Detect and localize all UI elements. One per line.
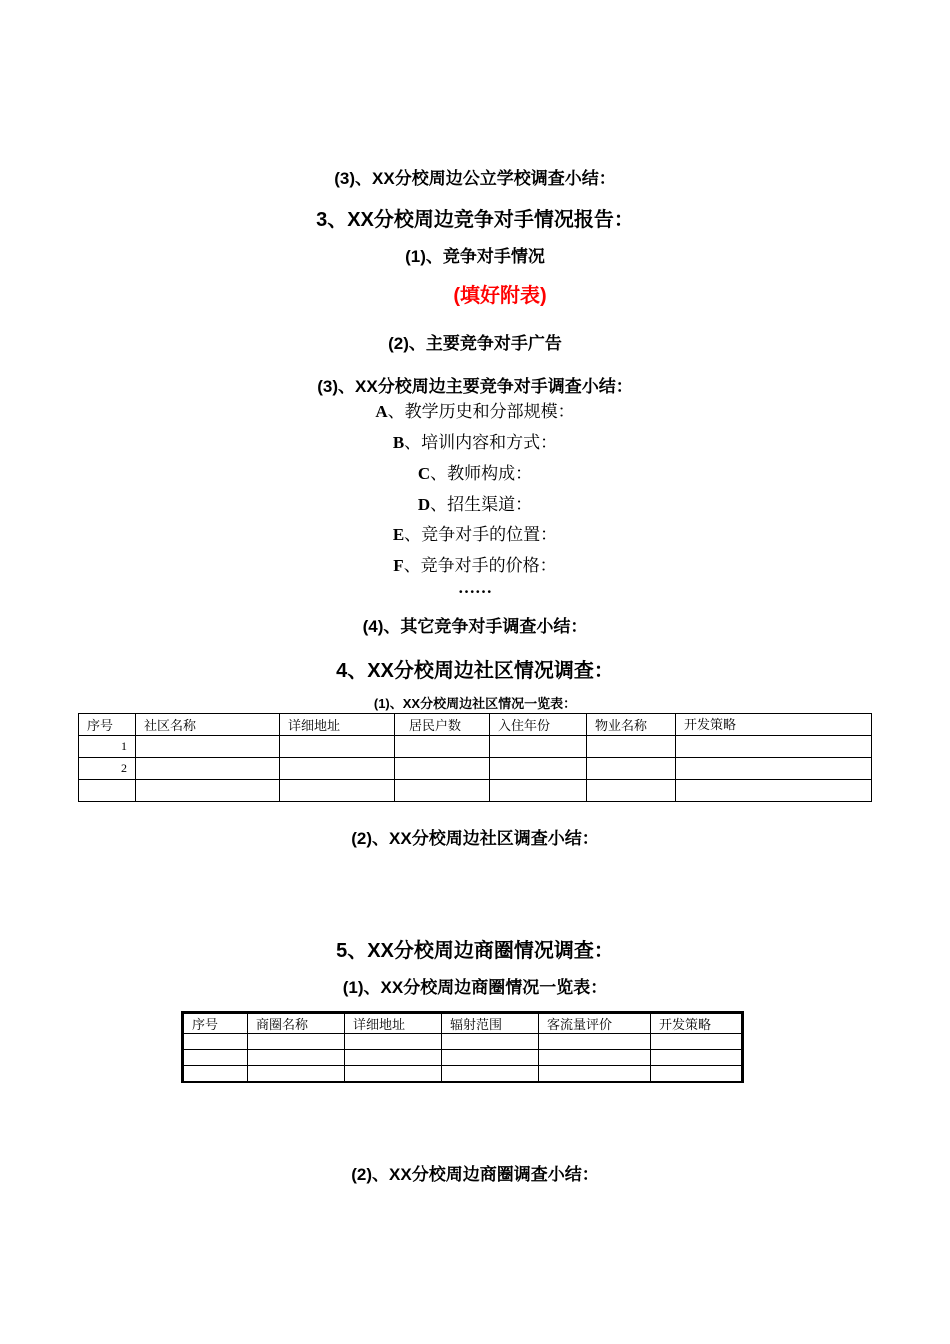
table-cell bbox=[490, 758, 587, 780]
table-cell bbox=[184, 1034, 248, 1050]
other-competitor-summary-heading: (4)、其它竞争对手调查小结： bbox=[362, 617, 588, 636]
community-table bbox=[78, 713, 872, 802]
main-competitor-summary-heading: (3)、XX分校周边主要竞争对手调查小结： bbox=[317, 377, 633, 396]
table-cell bbox=[539, 1066, 651, 1082]
table-cell bbox=[345, 1050, 442, 1066]
table-cell bbox=[587, 758, 676, 780]
business-table bbox=[183, 1013, 742, 1082]
business-table-frame bbox=[181, 1011, 744, 1083]
table-cell bbox=[248, 1034, 345, 1050]
table-row bbox=[184, 1066, 742, 1082]
public-school-summary-heading: (3)、XX分校周边公立学校调查小结： bbox=[334, 169, 616, 188]
table-cell bbox=[676, 736, 872, 758]
table-cell bbox=[136, 758, 280, 780]
table-cell bbox=[442, 1066, 539, 1082]
table-row bbox=[79, 736, 872, 758]
list-item: B、培训内容和方式： bbox=[392, 433, 558, 452]
row-number-cell bbox=[79, 780, 136, 802]
header-cell: 开发策略 bbox=[651, 1014, 742, 1034]
table-cell bbox=[248, 1066, 345, 1082]
table-header-row bbox=[79, 714, 872, 736]
header-cell: 详细地址 bbox=[345, 1014, 442, 1034]
list-item: D、招生渠道： bbox=[417, 495, 533, 514]
community-table-caption: (1)、XX分校周边社区情况一览表： bbox=[373, 696, 577, 711]
table-cell bbox=[345, 1066, 442, 1082]
table-cell bbox=[248, 1050, 345, 1066]
table-cell bbox=[184, 1050, 248, 1066]
table-cell bbox=[395, 758, 490, 780]
competitor-situation-heading: (1)、竞争对手情况 bbox=[405, 247, 545, 266]
community-survey-title: 4、XX分校周边社区情况调查： bbox=[336, 660, 614, 682]
table-cell bbox=[184, 1066, 248, 1082]
table-cell bbox=[539, 1050, 651, 1066]
table-cell bbox=[490, 780, 587, 802]
table-cell bbox=[136, 736, 280, 758]
row-number-cell: 1 bbox=[79, 736, 136, 758]
table-row bbox=[79, 780, 872, 802]
list-item: F、竞争对手的价格： bbox=[393, 556, 557, 575]
table-header-row bbox=[184, 1014, 742, 1034]
table-cell bbox=[490, 736, 587, 758]
row-number-cell: 2 bbox=[79, 758, 136, 780]
table-cell bbox=[280, 758, 395, 780]
header-cell: 居民户数 bbox=[395, 714, 490, 736]
header-cell: 辐射范围 bbox=[442, 1014, 539, 1034]
table-cell bbox=[539, 1034, 651, 1050]
table-cell bbox=[395, 736, 490, 758]
community-summary-heading: (2)、XX分校周边社区调查小结： bbox=[351, 829, 599, 848]
header-cell: 社区名称 bbox=[136, 714, 280, 736]
header-cell: 客流量评价 bbox=[539, 1014, 651, 1034]
ellipsis: …… bbox=[458, 578, 492, 597]
table-cell bbox=[587, 736, 676, 758]
table-cell bbox=[136, 780, 280, 802]
table-row bbox=[184, 1050, 742, 1066]
table-cell bbox=[345, 1034, 442, 1050]
competitor-report-title: 3、XX分校周边竞争对手情况报告： bbox=[316, 209, 634, 231]
table-cell bbox=[651, 1050, 742, 1066]
header-cell: 商圈名称 bbox=[248, 1014, 345, 1034]
table-cell bbox=[676, 758, 872, 780]
table-cell bbox=[651, 1066, 742, 1082]
list-item: A、教学历史和分部规模： bbox=[375, 402, 575, 421]
list-item: E、竞争对手的位置： bbox=[392, 525, 558, 544]
table-row bbox=[184, 1034, 742, 1050]
table-cell bbox=[676, 780, 872, 802]
header-cell: 开发策略 bbox=[676, 714, 872, 736]
list-item: C、教师构成： bbox=[417, 464, 533, 483]
table-cell bbox=[280, 780, 395, 802]
table-cell bbox=[395, 780, 490, 802]
business-table-caption: (1)、XX分校周边商圈情况一览表： bbox=[342, 978, 608, 997]
header-cell: 入住年份 bbox=[490, 714, 587, 736]
fill-attached-table-note: (填好附表) bbox=[453, 285, 547, 307]
table-cell bbox=[442, 1034, 539, 1050]
table-cell bbox=[587, 780, 676, 802]
table-cell bbox=[442, 1050, 539, 1066]
business-summary-heading: (2)、XX分校周边商圈调查小结： bbox=[351, 1165, 599, 1184]
header-cell: 序号 bbox=[184, 1014, 248, 1034]
header-cell: 序号 bbox=[79, 714, 136, 736]
header-cell: 物业名称 bbox=[587, 714, 676, 736]
table-cell bbox=[651, 1034, 742, 1050]
table-cell bbox=[280, 736, 395, 758]
business-survey-title: 5、XX分校周边商圈情况调查： bbox=[336, 940, 614, 962]
header-cell: 详细地址 bbox=[280, 714, 395, 736]
main-competitor-ads-heading: (2)、主要竞争对手广告 bbox=[388, 334, 562, 353]
table-row bbox=[79, 758, 872, 780]
